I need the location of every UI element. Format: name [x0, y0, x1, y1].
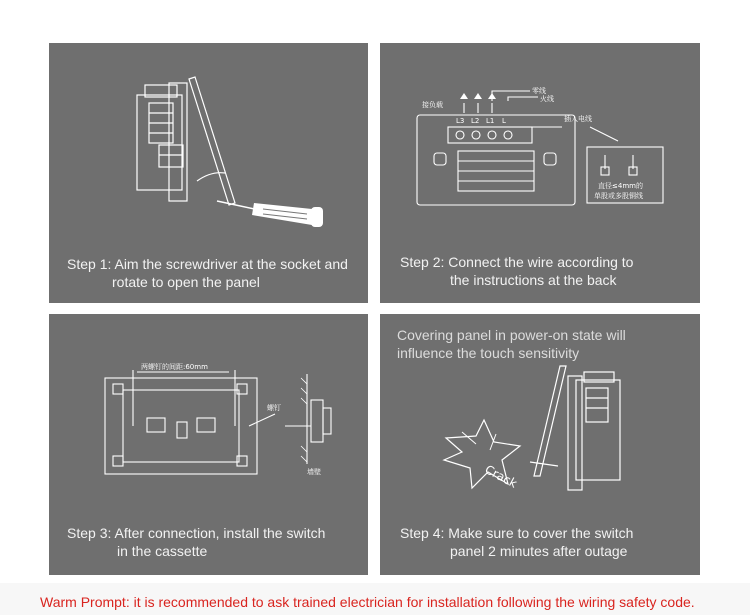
load-label: 接负载: [422, 101, 443, 109]
hole-spacing-label: 两螺钉的间距:60mm: [141, 363, 208, 371]
step2-panel: [380, 43, 700, 303]
wire-spec-line1: 直径≤4mm的: [598, 182, 643, 190]
note-line1: Covering panel in power-on state will: [397, 327, 626, 343]
neutral-label: 零线: [532, 87, 546, 95]
note-line2: influence the touch sensitivity: [397, 345, 580, 361]
live-label: 火线: [540, 95, 554, 103]
step3-panel: [49, 314, 368, 575]
step1-caption: [67, 255, 348, 291]
step1-panel: [49, 43, 368, 303]
step2-caption: [400, 253, 633, 289]
step3-line1: Step 3: After connection, install the switch: [67, 525, 326, 541]
step4-line2: panel 2 minutes after outage: [450, 543, 628, 559]
screwdriver-icon: [217, 201, 323, 227]
wire-spec-line2: 单股或多股铜线: [594, 192, 643, 200]
step4-line1: Step 4: Make sure to cover the switch: [400, 525, 634, 541]
step2-line2: the instructions at the back: [450, 272, 617, 288]
insert-wire-label: 插入电线: [564, 115, 592, 123]
step3-caption: [67, 524, 325, 560]
step4-panel: [380, 314, 700, 575]
screw-label: 螺钉: [267, 404, 281, 412]
step4-caption: [400, 524, 633, 560]
step3-line2: in the cassette: [117, 543, 208, 559]
terminal-l1: L1: [486, 117, 495, 125]
step1-line1: Step 1: Aim the screwdriver at the socket and: [67, 256, 348, 272]
terminal-l3: L3: [456, 117, 465, 125]
terminal-l2: L2: [471, 117, 480, 125]
wall-label: 墙壁: [307, 468, 321, 476]
crack-label: Crack: [482, 462, 520, 491]
warm-prompt: Warm Prompt: it is recommended to ask trained electrician for installation following the wiring safety code.: [40, 594, 695, 610]
terminal-l: L: [502, 117, 506, 125]
step1-line2: rotate to open the panel: [112, 274, 260, 290]
step2-line1: Step 2: Connect the wire according to: [400, 254, 634, 270]
